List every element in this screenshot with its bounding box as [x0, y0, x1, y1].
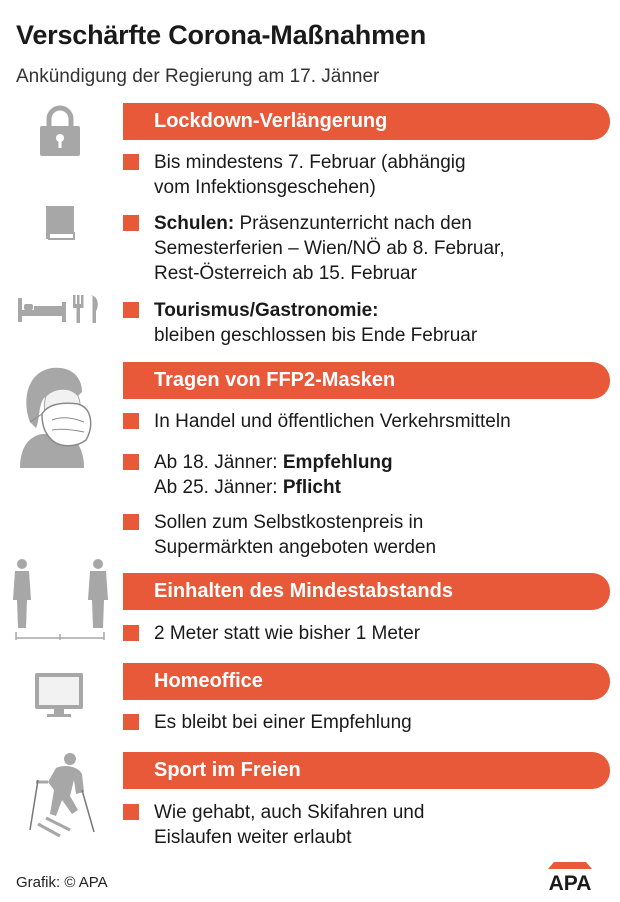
- section-header-distance: Einhalten des Mindestabstands: [123, 573, 610, 610]
- section-header-ffp2: Tragen von FFP2-Masken: [123, 362, 610, 399]
- list-item: Tourismus/Gastronomie: bleiben geschlossen bis Ende Februar: [123, 298, 603, 348]
- lock-icon: [38, 104, 82, 156]
- distance-people-icon: [10, 558, 110, 642]
- bullet-marker: [123, 804, 139, 820]
- credit-text: Grafik: © APA: [16, 874, 108, 891]
- bullet-marker: [123, 154, 139, 170]
- list-item: 2 Meter statt wie bisher 1 Meter: [123, 621, 603, 646]
- list-item: Sollen zum Selbstkostenpreis in Supermärkten angeboten werden: [123, 510, 603, 560]
- bullet-marker: [123, 454, 139, 470]
- list-item: In Handel und öffentlichen Verkehrsmitteln: [123, 409, 603, 434]
- bullet-marker: [123, 514, 139, 530]
- mask-person-icon: [12, 362, 96, 468]
- bed-icon: [18, 296, 66, 322]
- list-item: Wie gehabt, auch Skifahren und Eislaufen weiter erlaubt: [123, 800, 603, 850]
- apa-logo: [536, 862, 604, 892]
- bullet-marker: [123, 215, 139, 231]
- list-item: Ab 18. Jänner: Empfehlung Ab 25. Jänner: Pflicht: [123, 450, 603, 500]
- monitor-icon: [34, 672, 84, 718]
- cutlery-icon: [72, 295, 102, 323]
- section-header-lockdown: Lockdown-Verlängerung: [123, 103, 610, 140]
- bullet-marker: [123, 413, 139, 429]
- page-title: Verschärfte Corona-Maßnahmen: [16, 20, 426, 50]
- list-item: Schulen: Präsenzunterricht nach den Semesterferien – Wien/NÖ ab 8. Februar, Rest-Österreich ab 15. Februar: [123, 211, 603, 286]
- list-item: Bis mindestens 7. Februar (abhängig vom Infektionsgeschehen): [123, 150, 603, 200]
- section-header-homeoffice: Homeoffice: [123, 663, 610, 700]
- page-subtitle: Ankündigung der Regierung am 17. Jänner: [16, 66, 380, 87]
- list-item: Es bleibt bei einer Empfehlung: [123, 710, 603, 735]
- section-header-sport: Sport im Freien: [123, 752, 610, 789]
- skier-icon: [24, 752, 100, 838]
- bullet-marker: [123, 302, 139, 318]
- bullet-marker: [123, 625, 139, 641]
- book-icon: [44, 205, 76, 241]
- svg-text:APA: APA: [548, 872, 592, 892]
- bullet-marker: [123, 714, 139, 730]
